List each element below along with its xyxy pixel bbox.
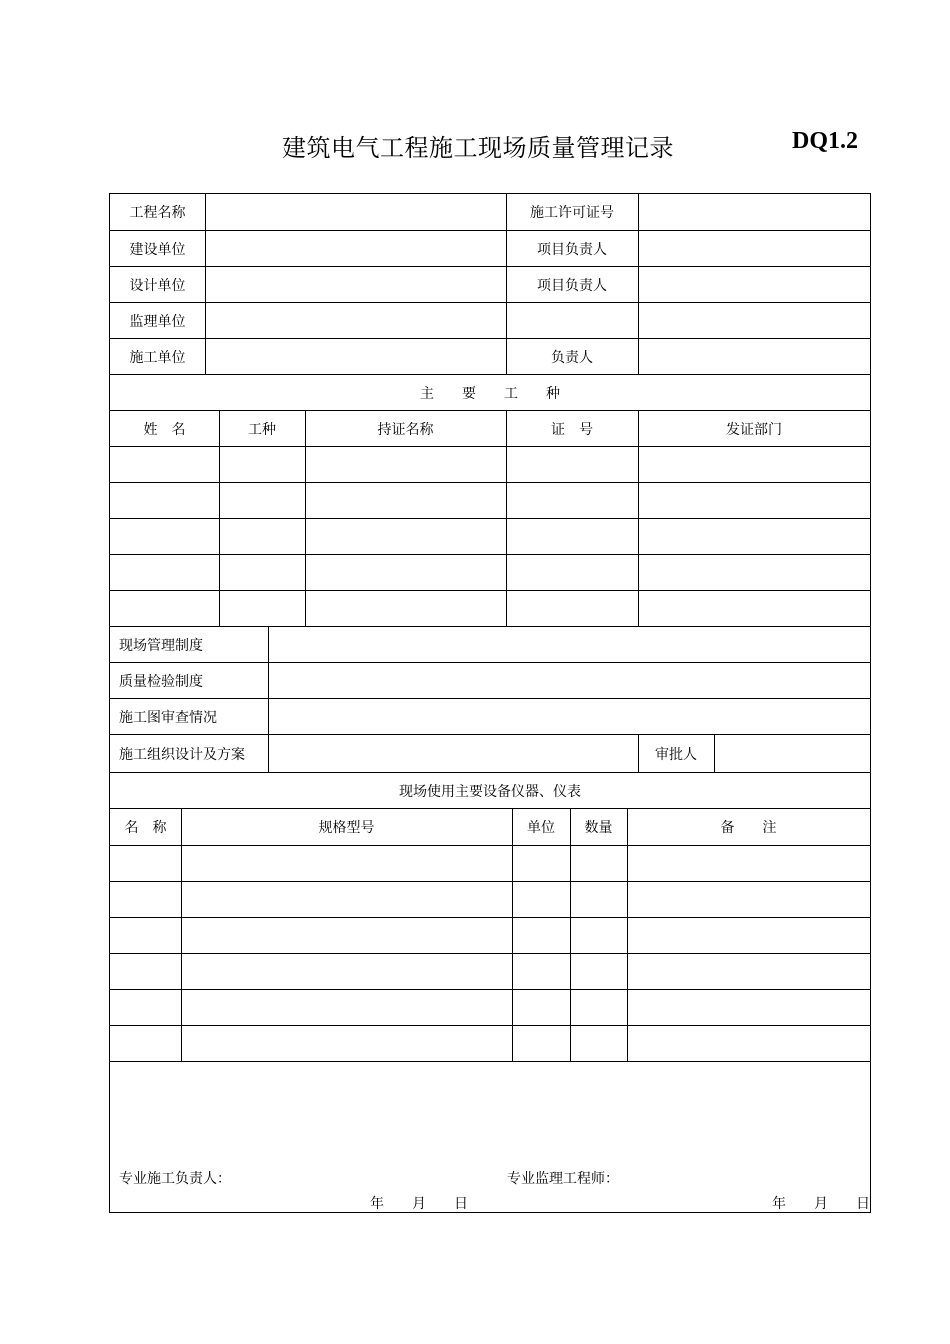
management-label: 质量检验制度 [119,673,203,690]
equipment-table-row [110,954,870,990]
worker-name-field[interactable] [110,555,219,590]
worker-trade-field[interactable] [219,519,305,554]
management-row-drawing-review [110,699,870,735]
equipment-header-name: 名 称 [124,820,167,836]
worker-cert-no-field[interactable] [506,483,638,518]
supervisor-sign-date[interactable]: 年 月 日 [772,1196,870,1212]
info-right-label [506,303,638,338]
equipment-model-field[interactable] [181,954,512,989]
info-label: 工程名称 [129,205,186,221]
equipment-remarks-field[interactable] [627,882,870,917]
workers-header-cert-no: 证 号 [551,421,593,438]
signature-area [110,1062,870,1212]
equipment-quantity-field[interactable] [570,882,627,917]
worker-name-field[interactable] [110,483,219,518]
equipment-quantity-field[interactable] [570,918,627,953]
equipment-quantity-field[interactable] [570,1026,627,1061]
info-right-label: 负责人 [551,349,593,366]
info-row-design-unit [110,267,870,303]
management-value-field[interactable] [268,699,870,734]
management-row-site [110,627,870,663]
equipment-name-field[interactable] [110,954,181,989]
equipment-unit-field[interactable] [512,990,570,1025]
equipment-model-field[interactable] [181,1026,512,1061]
info-label: 监理单位 [129,313,186,330]
workers-header-trade: 工种 [248,421,276,438]
management-row-inspection [110,663,870,699]
form-code: DQ1.2 [792,128,858,154]
workers-section-header [110,375,870,411]
workers-table-row [110,591,870,627]
info-label: 建设单位 [129,241,186,258]
info-row-supervision-unit [110,303,870,339]
info-right-value-field[interactable] [638,194,870,230]
supervisor-engineer-signature-label: 专业监理工程师： [507,1171,619,1187]
equipment-model-field[interactable] [181,882,512,917]
worker-trade-field[interactable] [219,591,305,626]
worker-name-field[interactable] [110,447,219,482]
worker-issuer-field[interactable] [638,447,870,482]
workers-header-issuer: 发证部门 [726,421,782,438]
equipment-header-unit: 单位 [527,820,555,836]
workers-section-title: 主 要 工 种 [420,385,560,402]
workers-table-row [110,519,870,555]
equipment-name-field[interactable] [110,990,181,1025]
page-title: 建筑电气工程施工现场质量管理记录 [282,134,674,162]
info-right-value-field[interactable] [638,267,870,302]
worker-certificate-field[interactable] [305,591,506,626]
equipment-header-model: 规格型号 [318,820,375,836]
equipment-table-row [110,882,870,918]
worker-trade-field[interactable] [219,447,305,482]
info-label: 施工单位 [129,349,186,366]
info-row-contractor-unit [110,339,870,375]
equipment-unit-field[interactable] [512,882,570,917]
worker-certificate-field[interactable] [305,555,506,590]
workers-table-row [110,447,870,483]
equipment-table-row [110,918,870,954]
quality-management-form [109,193,871,1213]
info-value-field[interactable] [205,339,506,374]
equipment-header-remarks: 备 注 [720,820,777,836]
workers-header-row [110,411,870,447]
equipment-remarks-field[interactable] [627,954,870,989]
worker-name-field[interactable] [110,519,219,554]
management-value-field[interactable] [268,663,870,698]
worker-issuer-field[interactable] [638,483,870,518]
info-right-label: 项目负责人 [537,241,607,258]
equipment-section-title: 现场使用主要设备仪器、仪表 [399,783,581,800]
equipment-table-row [110,846,870,882]
equipment-name-field[interactable] [110,846,181,881]
workers-header-name: 姓 名 [143,421,186,438]
equipment-section-header [110,773,870,809]
equipment-table-row [110,990,870,1026]
info-row-project-name [110,194,870,231]
info-right-value-field[interactable] [638,303,870,338]
management-row-plan [110,735,870,773]
equipment-model-field[interactable] [181,918,512,953]
management-label: 施工图审查情况 [119,709,217,726]
info-right-label: 施工许可证号 [530,205,614,221]
equipment-unit-field[interactable] [512,954,570,989]
equipment-name-field[interactable] [110,1026,181,1061]
approver-field[interactable] [714,735,870,772]
workers-table-row [110,483,870,519]
equipment-unit-field[interactable] [512,918,570,953]
worker-cert-no-field[interactable] [506,555,638,590]
management-value-field[interactable] [268,627,870,662]
workers-header-certificate: 持证名称 [377,421,434,438]
worker-cert-no-field[interactable] [506,447,638,482]
worker-certificate-field[interactable] [305,483,506,518]
equipment-quantity-field[interactable] [570,846,627,881]
info-row-construction-unit [110,231,870,267]
worker-issuer-field[interactable] [638,519,870,554]
workers-table-row [110,555,870,591]
equipment-remarks-field[interactable] [627,990,870,1025]
equipment-table-row [110,1026,870,1062]
worker-cert-no-field[interactable] [506,519,638,554]
info-right-value-field[interactable] [638,231,870,266]
management-label: 现场管理制度 [119,637,203,654]
equipment-model-field[interactable] [181,846,512,881]
info-value-field[interactable] [205,303,506,338]
approver-label: 审批人 [655,746,697,763]
worker-name-field[interactable] [110,591,219,626]
worker-certificate-field[interactable] [305,447,506,482]
equipment-name-field[interactable] [110,882,181,917]
plan-label: 施工组织设计及方案 [119,746,245,763]
worker-certificate-field[interactable] [305,519,506,554]
equipment-header-row [110,809,870,846]
equipment-header-quantity: 数量 [584,820,613,836]
info-label: 设计单位 [129,277,186,294]
equipment-remarks-field[interactable] [627,1026,870,1061]
info-value-field[interactable] [205,267,506,302]
worker-cert-no-field[interactable] [506,591,638,626]
worker-trade-field[interactable] [219,555,305,590]
contractor-lead-signature-label: 专业施工负责人： [119,1171,231,1187]
info-right-value-field[interactable] [638,339,870,374]
equipment-quantity-field[interactable] [570,990,627,1025]
contractor-sign-date[interactable]: 年 月 日 [370,1196,468,1212]
equipment-unit-field[interactable] [512,846,570,881]
equipment-quantity-field[interactable] [570,954,627,989]
worker-trade-field[interactable] [219,483,305,518]
equipment-remarks-field[interactable] [627,846,870,881]
equipment-remarks-field[interactable] [627,918,870,953]
info-value-field[interactable] [205,231,506,266]
info-right-label: 项目负责人 [537,277,607,294]
equipment-unit-field[interactable] [512,1026,570,1061]
worker-issuer-field[interactable] [638,555,870,590]
equipment-name-field[interactable] [110,918,181,953]
plan-value-field[interactable] [268,735,638,772]
equipment-model-field[interactable] [181,990,512,1025]
info-value-field[interactable] [205,194,506,230]
worker-issuer-field[interactable] [638,591,870,626]
